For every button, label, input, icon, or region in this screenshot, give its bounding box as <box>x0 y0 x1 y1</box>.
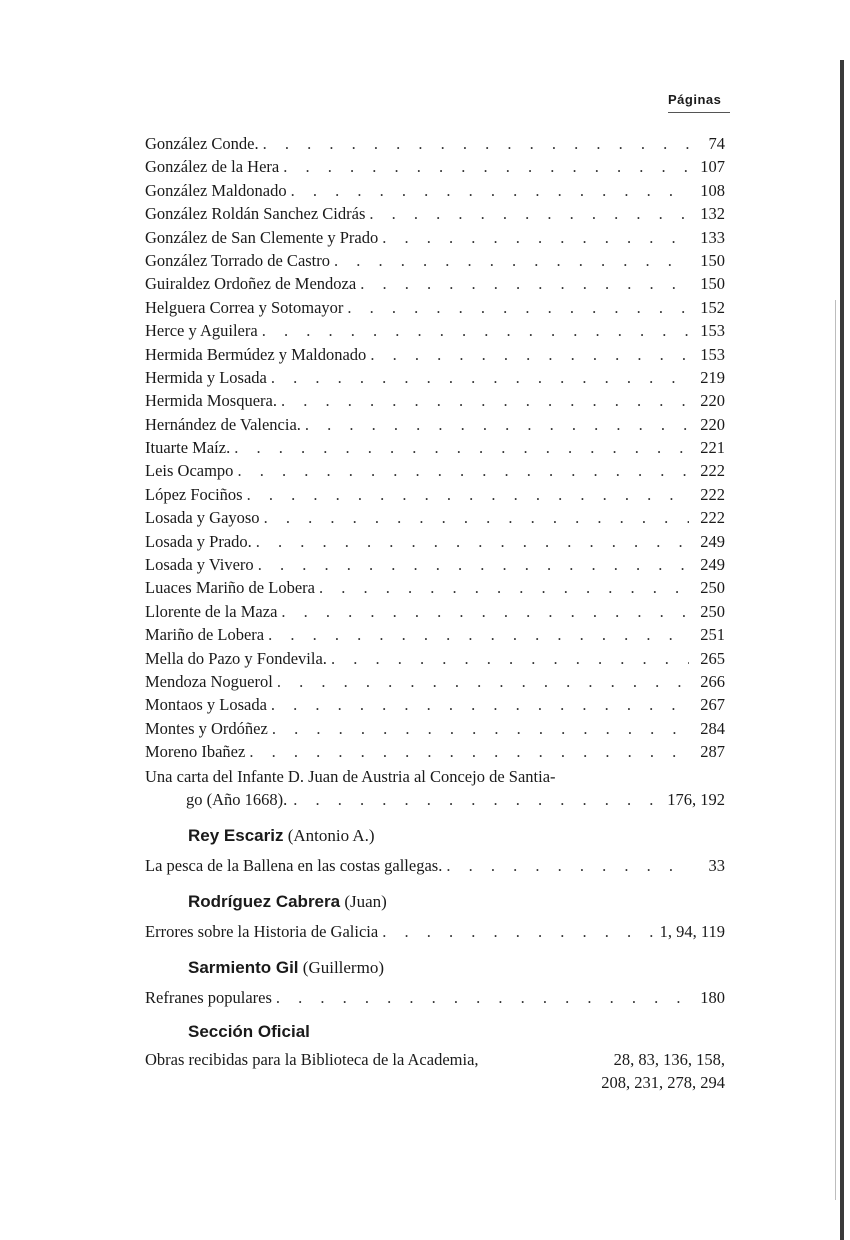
entry-title: López Fociños <box>145 484 243 504</box>
dot-leader <box>262 321 689 341</box>
entry-title: Hermida y Losada <box>145 367 267 387</box>
entry-page: 152 <box>700 297 725 317</box>
entry-title: González de la Hera <box>145 157 280 177</box>
index-entry <box>145 742 725 765</box>
dot-leader <box>249 742 689 762</box>
index-entry <box>145 922 725 945</box>
index-entry <box>145 415 725 438</box>
dot-leader <box>264 508 689 528</box>
entry-title: Losada y Vivero <box>145 555 254 575</box>
entry-title: Losada y Prado. <box>145 531 252 551</box>
entry-title: González Maldonado <box>145 180 287 200</box>
dot-leader <box>305 415 689 435</box>
entry-title: González Torrado de Castro <box>145 250 331 270</box>
entry-pages-line1: 28, 83, 136, 158, <box>613 1049 725 1069</box>
dot-leader <box>370 345 689 365</box>
entry-page: 1, 94, 119 <box>659 921 725 941</box>
entry-title: Moreno Ibañez <box>145 742 246 762</box>
index-entry <box>145 555 725 578</box>
index-entry <box>145 298 725 321</box>
entry-page: 107 <box>700 157 725 177</box>
entry-page: 150 <box>700 250 725 270</box>
entry-pages-line2: 208, 231, 278, 294 <box>601 1072 725 1092</box>
dot-leader <box>369 204 689 224</box>
index-entry <box>145 134 725 157</box>
entry-pages: 176, 192 <box>667 789 725 809</box>
entry-title: Ituarte Maíz. <box>145 438 231 458</box>
dot-leader <box>360 274 689 294</box>
entry-page: 153 <box>700 344 725 364</box>
dot-leader <box>234 438 689 458</box>
entry-title: Herce y Aguilera <box>145 321 258 341</box>
entry-page: 222 <box>700 461 725 481</box>
entry-page: 132 <box>700 204 725 224</box>
index-entry <box>145 181 725 204</box>
dot-leader <box>272 719 689 739</box>
dot-leader <box>293 790 661 810</box>
entry-page: 133 <box>700 227 725 247</box>
entry-title: Hermida Bermúdez y Maldonado <box>145 344 367 364</box>
page-edge-line <box>835 300 836 1200</box>
entry-title: González Conde. <box>145 134 259 153</box>
entry-title: Helguera Correa y Sotomayor <box>145 297 344 317</box>
index-entry <box>145 649 725 672</box>
dot-leader <box>271 695 689 715</box>
header-rule <box>668 112 730 113</box>
index-entry <box>145 438 725 461</box>
entry-page: 287 <box>700 742 725 762</box>
entry-page: 180 <box>700 988 725 1008</box>
entry-page: 74 <box>708 134 725 153</box>
index-entry <box>145 274 725 297</box>
entry-title: Mariño de Lobera <box>145 625 265 645</box>
page-header-label: Páginas <box>668 92 722 107</box>
dot-leader <box>347 298 689 318</box>
entry-page: 222 <box>700 484 725 504</box>
dot-leader <box>237 461 689 481</box>
entry-title: Mendoza Noguerol <box>145 671 273 691</box>
dot-leader <box>331 649 689 669</box>
index-entry <box>145 695 725 718</box>
author-surname: Sarmiento Gil <box>188 958 299 978</box>
author-surname: Rey Escariz <box>188 825 284 845</box>
index-entry <box>145 602 725 625</box>
index-entry <box>145 251 725 274</box>
dot-leader <box>256 532 689 552</box>
author-given: (Juan) <box>344 891 387 911</box>
index-entry <box>145 508 725 531</box>
index-entry <box>145 345 725 368</box>
index-entry <box>145 532 725 555</box>
entry-title: Hermida Mosquera. <box>145 391 277 411</box>
index-entry <box>145 368 725 391</box>
index-entry <box>145 461 725 484</box>
entry-page: 284 <box>700 718 725 738</box>
index-entries <box>145 134 725 766</box>
entry-title: Errores sobre la Historia de Galicia <box>145 921 379 941</box>
entry-page: 250 <box>700 601 725 621</box>
entry-title: Refranes populares <box>145 988 272 1008</box>
author-heading-rey <box>145 826 725 852</box>
entry-title-line1: Una carta del Infante D. Juan de Austria al Concejo de Santia- <box>145 766 556 786</box>
entry-page: 153 <box>700 321 725 341</box>
index-entry <box>145 204 725 227</box>
entry-page: 221 <box>700 438 725 458</box>
index-entry-carta <box>145 767 725 813</box>
author-heading-rodriguez <box>145 892 725 918</box>
entry-title: Mella do Pazo y Fondevila. <box>145 648 327 668</box>
index-entry <box>145 625 725 648</box>
index-entry <box>145 391 725 414</box>
entry-page: 219 <box>700 367 725 387</box>
dot-leader <box>247 485 689 505</box>
index-entry-obras <box>145 1050 725 1096</box>
entry-page: 33 <box>708 855 725 875</box>
entry-page: 108 <box>700 180 725 200</box>
index-entry <box>145 578 725 601</box>
section-title: Sección Oficial <box>188 1021 310 1041</box>
entry-page: 266 <box>700 671 725 691</box>
entry-title: Hernández de Valencia. <box>145 414 301 434</box>
dot-leader <box>382 922 653 942</box>
index-entry <box>145 988 725 1011</box>
entry-title: Losada y Gayoso <box>145 508 260 528</box>
author-surname: Rodríguez Cabrera <box>188 891 341 911</box>
index-entry <box>145 321 725 344</box>
dot-leader <box>268 625 689 645</box>
index-entry <box>145 228 725 251</box>
entry-title: Montes y Ordóñez <box>145 718 268 738</box>
dot-leader <box>281 391 689 411</box>
entry-page: 249 <box>700 531 725 551</box>
entry-title: Obras recibidas para la Biblioteca de la Academia, <box>145 1049 479 1069</box>
entry-title: Montaos y Losada <box>145 695 267 715</box>
author-given: (Guillermo) <box>302 958 384 978</box>
entry-title: Guiraldez Ordoñez de Mendoza <box>145 274 357 294</box>
index-entry <box>145 719 725 742</box>
entry-title: La pesca de la Ballena en las costas gallegas. <box>145 855 443 875</box>
dot-leader <box>382 228 689 248</box>
entry-page: 222 <box>700 508 725 528</box>
entry-line1 <box>145 1050 725 1073</box>
page-edge-shadow <box>840 60 844 1240</box>
entry-title: Leis Ocampo <box>145 461 234 481</box>
index-entry <box>145 672 725 695</box>
dot-leader <box>263 134 689 154</box>
entry-page: 249 <box>700 555 725 575</box>
entry-page: 220 <box>700 414 725 434</box>
dot-leader <box>291 181 689 201</box>
entry-page: 250 <box>700 578 725 598</box>
author-given: (Antonio A.) <box>287 825 375 845</box>
entry-title: González de San Clemente y Prado <box>145 227 379 247</box>
entry-title: González Roldán Sanchez Cidrás <box>145 204 366 224</box>
entry-page: 150 <box>700 274 725 294</box>
dot-leader <box>281 602 689 622</box>
dot-leader <box>276 988 689 1008</box>
index-entry <box>145 856 725 879</box>
entry-page: 251 <box>700 625 725 645</box>
dot-leader <box>334 251 689 271</box>
index-entry <box>145 485 725 508</box>
entry-title: Llorente de la Maza <box>145 601 278 621</box>
dot-leader <box>446 856 689 876</box>
dot-leader <box>319 578 689 598</box>
entry-title: Luaces Mariño de Lobera <box>145 578 315 598</box>
entry-title-line2: go (Año 1668). <box>186 789 288 809</box>
dot-leader <box>283 157 689 177</box>
index-entry <box>145 157 725 180</box>
dot-leader <box>271 368 689 388</box>
entry-page: 220 <box>700 391 725 411</box>
author-heading-sarmiento <box>145 958 725 984</box>
entry-page: 265 <box>700 648 725 668</box>
entry-title-line2-row <box>145 790 725 813</box>
dot-leader <box>277 672 689 692</box>
entry-page: 267 <box>700 695 725 715</box>
dot-leader <box>258 555 689 575</box>
index-content <box>145 134 725 1096</box>
